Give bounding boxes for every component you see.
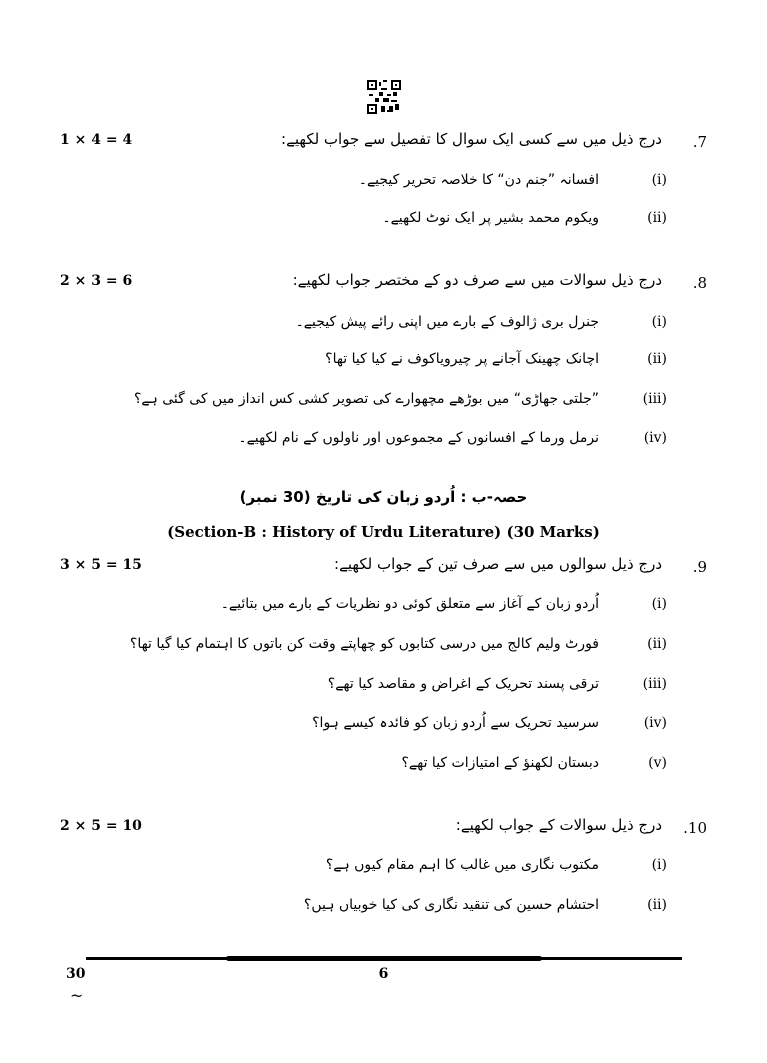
q9-item-v [402, 755, 668, 771]
q7-number: .7 [692, 133, 707, 151]
roman-numeral: (ii) [647, 636, 667, 652]
footer-tilde: ~ [70, 986, 84, 1005]
q10-item-ii [304, 897, 667, 913]
question-text: نرمل ورما کے افسانوں کے مجموعوں اور ناولوں کے نام لکھیے۔ [238, 430, 599, 446]
roman-numeral: (i) [651, 596, 667, 612]
roman-numeral: (i) [651, 314, 667, 330]
roman-numeral: (i) [651, 857, 667, 873]
q7-item-i [359, 172, 667, 188]
q8-item-ii [325, 351, 667, 367]
q8-item-iii [134, 391, 667, 407]
section-b-english-title: (Section-B : History of Urdu Literature) (30 Marks) [167, 523, 600, 541]
roman-numeral: (iii) [642, 391, 667, 407]
q8-marks: 2 × 3 = 6 [60, 273, 133, 289]
q8-item-iv [238, 430, 667, 446]
question-text: اُردو زبان کے آغاز سے متعلق کوئی دو نظریات کے بارے میں بتائیے۔ [220, 596, 599, 612]
question-text: ”جلتی جھاڑی“ میں بوڑھے مچھوارے کی تصویر کشی کس انداز میں کی گئی ہے؟ [133, 391, 599, 407]
question-text: افسانہ ”جنم دن“ کا خلاصہ تحریر کیجیے۔ [358, 172, 599, 188]
q9-marks: 3 × 5 = 15 [60, 557, 142, 573]
page-number: 6 [378, 966, 389, 982]
q9-item-iii [328, 676, 667, 692]
question-text: احتشام حسین کی تنقید نگاری کی کیا خوبیاں ہیں؟ [303, 897, 599, 913]
q9-number: .9 [692, 558, 707, 576]
q7-item-ii [382, 210, 667, 226]
question-text: ویکوم محمد بشیر پر ایک نوٹ لکھیے۔ [382, 210, 599, 226]
q9-item-i [221, 596, 667, 612]
q10-marks: 2 × 5 = 10 [60, 818, 142, 834]
roman-numeral: (iv) [643, 715, 667, 731]
q9-prompt: درج ذیل سوالوں میں سے صرف تین کے جواب لکھیے: [334, 555, 662, 573]
question-text: ترقی پسند تحریک کے اغراض و مقاصد کیا تھے؟ [327, 676, 599, 692]
q10-prompt: درج ذیل سوالات کے جواب لکھیے: [455, 816, 662, 834]
section-b-urdu-title: حصہ-ب : اُردو زبان کی تاریخ (30 نمبر) [239, 488, 528, 506]
question-text: دبستان لکھنؤ کے امتیازات کیا تھے؟ [401, 755, 599, 771]
q10-item-i [326, 857, 667, 873]
question-text: مکتوب نگاری میں غالب کا اہم مقام کیوں ہے؟ [325, 857, 599, 873]
q9-item-ii [130, 636, 667, 652]
question-text: جنرل بری ژالوف کے بارے میں اپنی رائے پیش کیجیے۔ [295, 314, 599, 330]
roman-numeral: (i) [651, 172, 667, 188]
q10-number: .10 [683, 819, 707, 837]
question-text: اچانک چھینک آجانے پر چیرویاکوف نے کیا کیا تھا؟ [325, 351, 599, 367]
footer-code: 30 [66, 966, 86, 982]
roman-numeral: (ii) [647, 210, 667, 226]
roman-numeral: (v) [648, 755, 667, 771]
roman-numeral: (ii) [647, 351, 667, 367]
question-text: سرسید تحریک سے اُردو زبان کو فائدہ کیسے ہوا؟ [312, 715, 599, 731]
roman-numeral: (ii) [647, 897, 667, 913]
question-text: فورٹ ولیم کالج میں درسی کتابوں کو چھاپتے وقت کن باتوں کا اہتمام کیا گیا تھا؟ [129, 636, 599, 652]
roman-numeral: (iii) [642, 676, 667, 692]
q8-prompt: درج ذیل سوالات میں سے صرف دو کے مختصر جواب لکھیے: [292, 271, 662, 289]
qr-code [367, 80, 401, 114]
q9-item-iv [312, 715, 667, 731]
q7-marks: 1 × 4 = 4 [60, 132, 133, 148]
roman-numeral: (iv) [643, 430, 667, 446]
footer-rule [86, 957, 682, 960]
q8-item-i [296, 314, 667, 330]
q7-prompt: درج ذیل میں سے کسی ایک سوال کا تفصیل سے جواب لکھیے: [281, 130, 662, 148]
q8-number: .8 [692, 274, 707, 292]
